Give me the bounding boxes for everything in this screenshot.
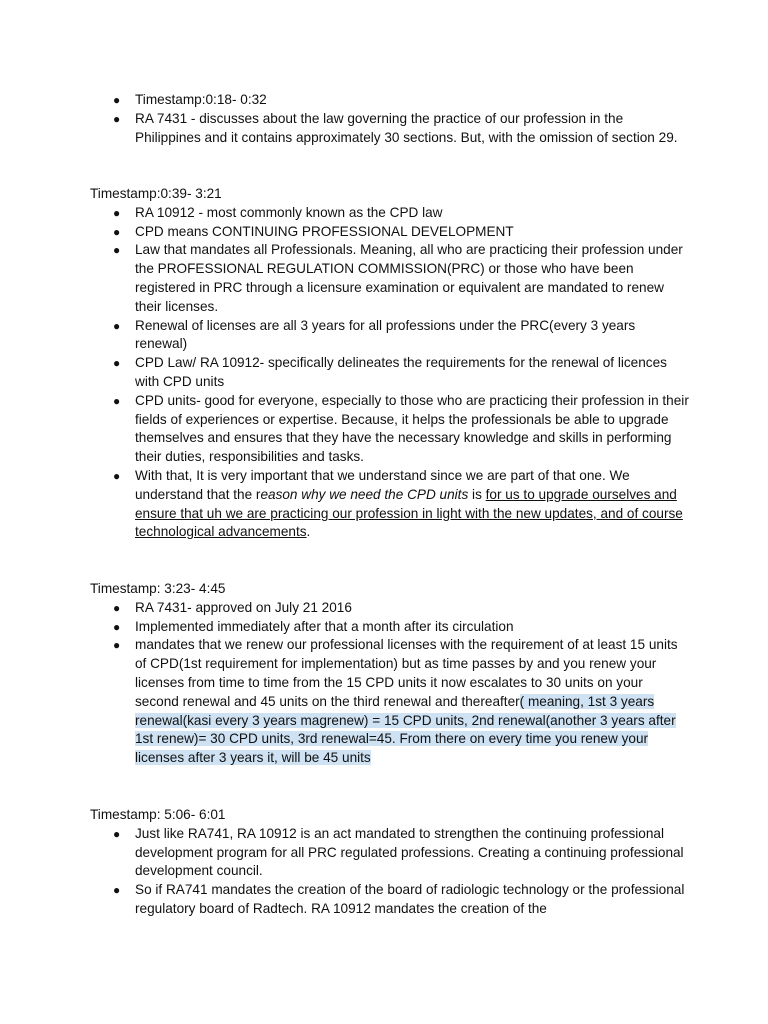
bullet-icon: ● — [113, 638, 121, 653]
bullet-icon: ● — [113, 205, 121, 220]
list-item: ● Law that mandates all Professionals. Meaning, all who are practicing their profession under the PROFESSIONAL REGULATION COMMISSION(PRC) or those who have been registered in PRC through a licensure examination or equivalent are mandated to renew their licenses. — [113, 242, 683, 314]
list-item: ● RA 7431 - discusses about the law governing the practice of our profession in the Philippines and it contains approximately 30 sections. But, with the omission of section 29. — [113, 110, 678, 145]
list-item: ● CPD Law/ RA 10912- specifically delineates the requirements for the renewal of licences with CPD units — [113, 355, 667, 389]
bullet-icon: ● — [113, 93, 121, 107]
bullet-icon: ● — [113, 318, 121, 333]
bullet-icon: ● — [113, 883, 121, 898]
list-item: ● RA 10912 - most commonly known as the CPD law — [90, 204, 690, 223]
bullet-icon: ● — [113, 224, 121, 239]
list-item: ● Renewal of licenses are all 3 years for all professions under the PRC(every 3 years renewal) — [113, 317, 636, 352]
bullet-list — [90, 91, 690, 147]
list-item: ● With that, It is very important that we understand since we are part of that one. We understand that the reason why we need the CPD units is for us to upgrade ourselves and ensure that uh we are practicing our profession in light with the new updates, and of course technological advancements. — [113, 467, 683, 540]
bullet-icon: ● — [113, 356, 121, 371]
bullet-icon: ● — [113, 393, 121, 408]
bullet-icon: ● — [113, 600, 121, 615]
section-timestamp-5-06 — [90, 806, 690, 919]
bullet-icon: ● — [113, 243, 121, 258]
section-intro — [90, 91, 690, 147]
bullet-list — [90, 599, 690, 768]
section-heading: Timestamp: 3:23- 4:45 — [90, 581, 226, 596]
section-timestamp-0-39 — [90, 185, 690, 542]
bullet-icon: ● — [113, 468, 121, 483]
list-item: ● mandates that we renew our professional licenses with the requirement of at least 15 units of CPD(1st requirement for implementation) but as time passes by and you renew your licenses from time to time from the 15 CPD units it now escalates to 30 units on your second renewal and 45 units on the third renewal and thereafter( meaning, 1st 3 years renewal(kasi every 3 years magrenew) = 15 CPD units, 2nd renewal(another 3 years after 1st renew)= 30 CPD units, 3rd renewal=45. From there on every time you renew your licenses after 3 years it, will be 45 units — [113, 637, 678, 766]
bullet-icon: ● — [113, 111, 121, 126]
italic-text: eason why we need the CPD units — [260, 486, 469, 502]
list-item: ● CPD means CONTINUING PROFESSIONAL DEVELOPMENT — [90, 223, 690, 242]
list-item: ● Timestamp:0:18- 0:32 — [90, 91, 690, 110]
list-item: ● Just like RA741, RA 10912 is an act mandated to strengthen the continuing professional development program for all PRC regulated professions. Creating a continuing professional development council. — [113, 825, 684, 879]
bullet-list — [90, 204, 690, 542]
list-item: ● So if RA741 mandates the creation of the board of radiologic technology or the professional regulatory board of Radtech. RA 10912 mandates the creation of the — [113, 882, 685, 916]
underlined-text: for us to upgrade ourselves and ensure that uh we are practicing our profession in light with the new updates, and of course technological advancements — [135, 486, 683, 540]
list-item: ● RA 7431- approved on July 21 2016 — [90, 599, 690, 618]
highlighted-text: ( meaning, 1st 3 years renewal(kasi every 3 years magrenew) = 15 CPD units, 2nd renewal(another 3 years after 1st renew)= 30 CPD units, 3rd renewal=45. From there on every time you renew your licenses after 3 years it, will be 45 units — [135, 693, 676, 766]
section-timestamp-3-23 — [90, 580, 690, 768]
section-heading: Timestamp: 5:06- 6:01 — [90, 807, 226, 822]
bullet-icon: ● — [113, 619, 121, 634]
bullet-list — [90, 825, 690, 919]
bullet-icon: ● — [113, 826, 121, 841]
section-heading: Timestamp:0:39- 3:21 — [90, 186, 222, 201]
list-item: ● Implemented immediately after that a month after its circulation — [90, 618, 690, 637]
list-item: ● CPD units- good for everyone, especially to those who are practicing their profession in their fields of experiences or expertise. Because, it helps the professionals be able to upgrade themselves and ensures that they have the necessary knowledge and skills in performing their duties, responsibilities and tasks. — [113, 392, 689, 465]
